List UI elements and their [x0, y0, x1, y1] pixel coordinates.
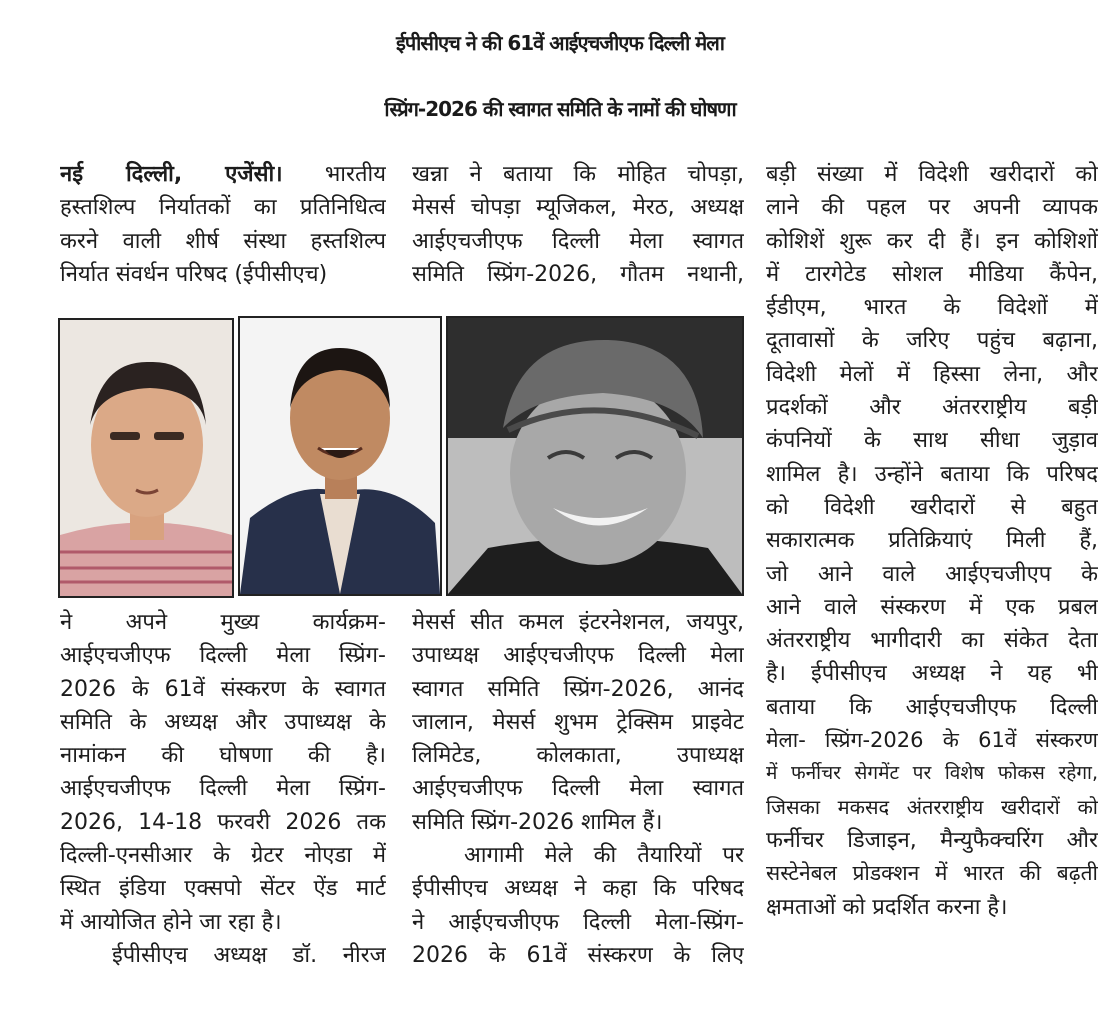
- text-line: आने वाले संस्करण में एक प्रबल: [766, 594, 1098, 620]
- text-line: निर्यात संवर्धन परिषद (ईपीसीएच): [60, 261, 328, 287]
- column-2-bottom: [412, 606, 744, 972]
- text-line: में फर्नीचर सेगमेंट पर विशेष फोकस रहेगा,: [766, 762, 1098, 785]
- text-line: सस्टेनेबल प्रोडक्शन में भारत की बढ़ती: [766, 861, 1098, 886]
- photo-person-3: [446, 316, 744, 596]
- text-line: मेला- स्प्रिंग-2026 के 61वें संस्करण: [766, 728, 1098, 753]
- portrait-3-icon: [448, 318, 742, 594]
- text-line: है। ईपीसीएच अध्यक्ष ने यह भी: [766, 661, 1098, 687]
- text-line: विदेशी मेलों में हिस्सा लेना, और: [766, 361, 1098, 387]
- text-line: को विदेशी खरीदारों से बहुत: [766, 494, 1098, 520]
- headline-line-2: स्प्रिंग-2026 की स्वागत समिति के नामों की घोषणा: [384, 97, 736, 121]
- text-line: ने आईएचजीएफ दिल्ली मेला-स्प्रिंग-: [412, 909, 744, 935]
- photo-person-2: [238, 316, 442, 596]
- text-line: प्रदर्शकों और अंतरराष्ट्रीय बड़ी: [766, 395, 1098, 421]
- text-line: जिसका मकसद अंतरराष्ट्रीय खरीदारों को: [766, 794, 1098, 819]
- text-line: में टारगेटेड सोशल मीडिया कैंपेन,: [766, 261, 1098, 287]
- text-line: अंतरराष्ट्रीय भागीदारी का संकेत देता: [766, 628, 1098, 654]
- text-line: ईडीएम, भारत के विदेशों में: [766, 295, 1098, 321]
- text-line: ईपीसीएच अध्यक्ष डॉ. नीरज: [112, 942, 386, 968]
- text-line: कंपनियों के साथ सीधा जुड़ाव: [766, 428, 1098, 454]
- column-2-top: [412, 158, 744, 291]
- column-1-bottom: [60, 606, 386, 972]
- text-line: आईएचजीएफ दिल्ली मेला स्वागत: [412, 228, 744, 254]
- text-line: में आयोजित होने जा रहा है।: [60, 909, 282, 935]
- portrait-1-icon: [60, 320, 232, 596]
- text-line: आईएचजीएफ दिल्ली मेला स्वागत: [412, 776, 744, 802]
- text-line: 2026 के 61वें संस्करण के लिए: [412, 942, 744, 968]
- text-line: आईएचजीएफ दिल्ली मेला स्प्रिंग-: [60, 643, 386, 669]
- text-line: सकारात्मक प्रतिक्रियाएं मिली हैं,: [766, 528, 1098, 554]
- text-line: दिल्ली-एनसीआर के ग्रेटर नोएडा में: [60, 843, 386, 869]
- text-line: बताया कि आईएचजीएफ दिल्ली: [766, 694, 1098, 720]
- text-line: खन्ना ने बताया कि मोहित चोपड़ा,: [412, 162, 744, 187]
- text-line: उपाध्यक्ष आईएचजीएफ दिल्ली मेला: [412, 643, 744, 669]
- text-line: लिमिटेड, कोलकाता, उपाध्यक्ष: [412, 743, 744, 769]
- dateline: नई दिल्ली, एजेंसी।: [60, 162, 283, 187]
- text-line: समिति स्प्रिंग-2026, गौतम नथानी,: [412, 261, 744, 287]
- text-line: क्षमताओं को प्रदर्शित करना है।: [766, 894, 1008, 920]
- text-line: मेसर्स सीत कमल इंटरनेशनल, जयपुर,: [412, 610, 744, 635]
- text-line: समिति के अध्यक्ष और उपाध्यक्ष के: [60, 709, 386, 735]
- text-line: आगामी मेले की तैयारियों पर: [464, 843, 744, 869]
- text-line: स्वागत समिति स्प्रिंग-2026, आनंद: [412, 676, 744, 702]
- text-line: करने वाली शीर्ष संस्था हस्तशिल्प: [60, 228, 386, 254]
- text-line: कोशिशें शुरू कर दी हैं। इन कोशिशों: [766, 228, 1098, 254]
- text-line: 2026 के 61वें संस्करण के स्वागत: [60, 676, 386, 702]
- text-line: लाने की पहल पर अपनी व्यापक: [766, 195, 1098, 221]
- text-line: शामिल है। उन्होंने बताया कि परिषद: [766, 461, 1098, 487]
- text-line: समिति स्प्रिंग-2026 शामिल हैं।: [412, 809, 663, 835]
- text-line: नामांकन की घोषणा की है।: [60, 743, 386, 769]
- column-1-top: [60, 158, 386, 291]
- text-line: जो आने वाले आईएचजीएप के: [766, 561, 1098, 587]
- text-line: आईएचजीएफ दिल्ली मेला स्प्रिंग-: [60, 776, 386, 802]
- text-line: स्थित इंडिया एक्सपो सेंटर ऐंड मार्ट: [60, 876, 386, 902]
- text-line: हस्तशिल्प निर्यातकों का प्रतिनिधित्व: [60, 195, 386, 221]
- text-line: 2026, 14-18 फरवरी 2026 तक: [60, 809, 386, 835]
- portrait-2-icon: [240, 318, 440, 594]
- text-line: बड़ी संख्या में विदेशी खरीदारों को: [766, 162, 1098, 187]
- text-line: ने अपने मुख्य कार्यक्रम-: [60, 610, 386, 635]
- text-line: नई दिल्ली, एजेंसी। भारतीय: [60, 162, 386, 187]
- text-line: दूतावासों के जरिए पहुंच बढ़ाना,: [766, 328, 1098, 354]
- headline-line-1: ईपीसीएच ने की 61वें आईएचजीएफ दिल्ली मेला: [396, 31, 724, 55]
- text-line: जालान, मेसर्स शुभम ट्रेक्सिम प्राइवेट: [412, 709, 744, 735]
- column-3: [766, 158, 1098, 924]
- text-line: मेसर्स चोपड़ा म्यूजिकल, मेरठ, अध्यक्ष: [412, 195, 744, 221]
- text-line: ईपीसीएच अध्यक्ष ने कहा कि परिषद: [412, 876, 744, 902]
- text-line: फर्नीचर डिजाइन, मैन्युफैक्चरिंग और: [766, 827, 1098, 853]
- photo-person-1: [58, 318, 234, 598]
- headline: [0, 10, 1120, 142]
